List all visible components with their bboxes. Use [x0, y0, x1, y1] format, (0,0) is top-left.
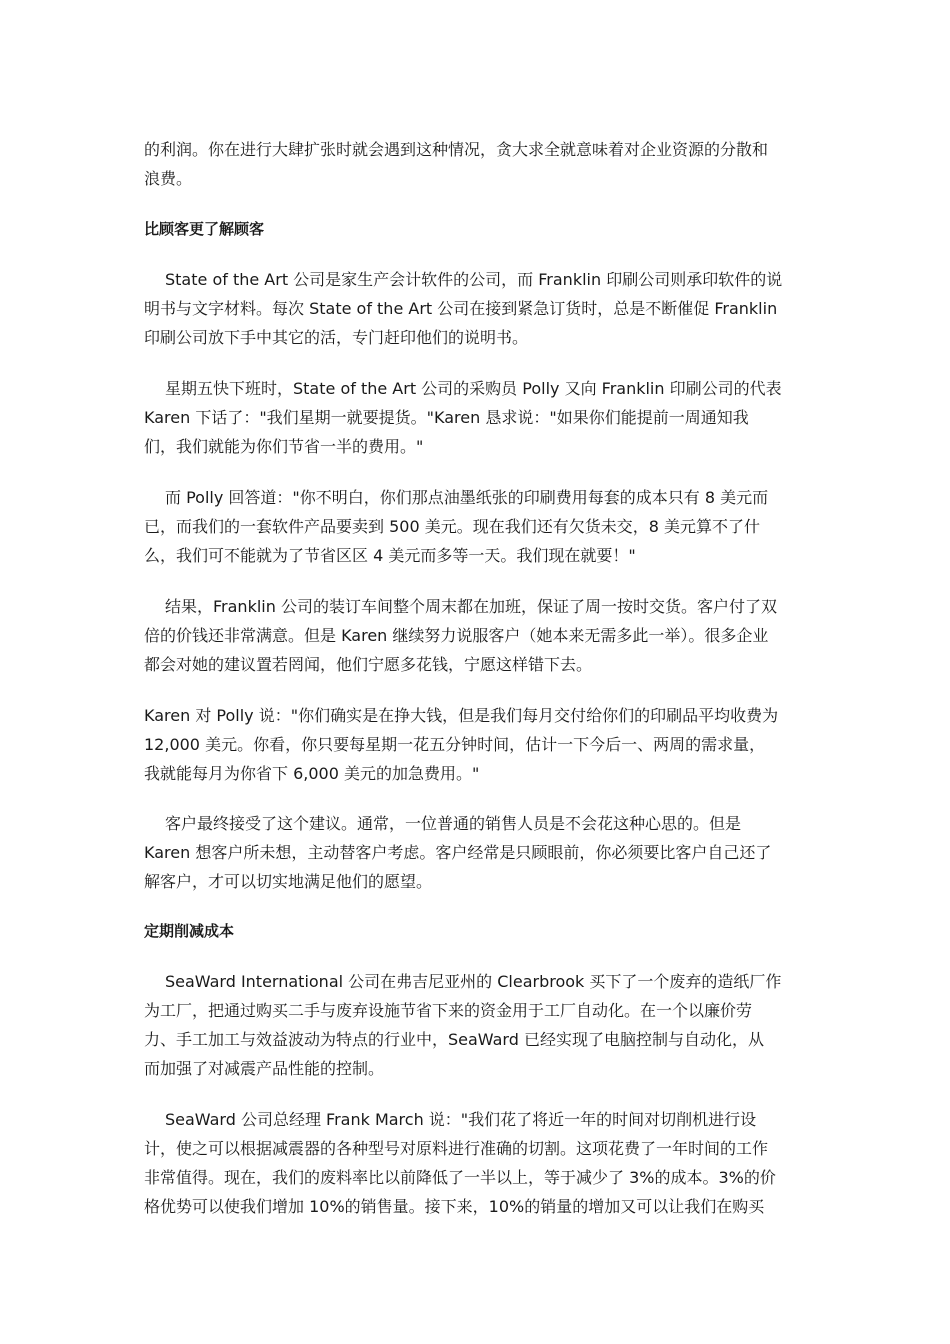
text-line: Karen 对 Polly 说："你们确实是在挣大钱，但是我们每月交付给你们的印刷品平均收费为: [144, 706, 779, 725]
text-line: 印刷公司放下手中其它的活，专门赶印他们的说明书。: [144, 328, 529, 347]
text-line: State of the Art 公司是家生产会计软件的公司，而 Franklin 印刷公司则承印软件的说: [165, 270, 783, 289]
paragraph: [144, 1105, 808, 1221]
paragraph: [144, 374, 808, 461]
text-line: 都会对她的建议置若罔闻，他们宁愿多花钱，宁愿这样错下去。: [144, 655, 593, 674]
text-line: 倍的价钱还非常满意。但是 Karen 继续努力说服客户（她本来无需多此一举）。很多企业: [144, 626, 769, 645]
text-line: 客户最终接受了这个建议。通常，一位普通的销售人员是不会花这种心思的。但是: [165, 814, 742, 833]
text-line: 我就能每月为你省下 6,000 美元的加急费用。": [144, 764, 480, 783]
text-line: 而加强了对减震产品性能的控制。: [144, 1059, 385, 1078]
text-line: Karen 下话了："我们星期一就要提货。"Karen 恳求说："如果你们能提前一周通知我: [144, 408, 749, 427]
text-line: 计，使之可以根据减震器的各种型号对原料进行准确的切割。这项花费了一年时间的工作: [144, 1139, 769, 1158]
heading-text: 定期削减成本: [144, 922, 235, 940]
paragraph: [144, 265, 808, 352]
text-line: 星期五快下班时，State of the Art 公司的采购员 Polly 又向 Franklin 印刷公司的代表: [165, 379, 782, 398]
text-line: 么，我们可不能就为了节省区区 4 美元而多等一天。我们现在就要！": [144, 546, 636, 565]
paragraph: [144, 483, 808, 570]
text-line: 12,000 美元。你看，你只要每星期一花五分钟时间，估计一下今后一、两周的需求量，: [144, 735, 766, 754]
text-line: Karen 想客户所未想，主动替客户考虑。客户经常是只顾眼前，你必须要比客户自己还了: [144, 843, 772, 862]
paragraph: [144, 967, 808, 1083]
text-line: SeaWard 公司总经理 Frank March 说："我们花了将近一年的时间对切削机进行设: [165, 1110, 757, 1129]
text-line: 明书与文字材料。每次 State of the Art 公司在接到紧急订货时，总是不断催促 Franklin: [144, 299, 778, 318]
text-line: 的利润。你在进行大肆扩张时就会遇到这种情况，贪大求全就意味着对企业资源的分散和: [144, 140, 769, 159]
text-line: 浪费。: [144, 169, 193, 188]
text-line: 为工厂，把通过购买二手与废弃设施节省下来的资金用于工厂自动化。在一个以廉价劳: [144, 1001, 753, 1020]
text-line: 结果，Franklin 公司的装订车间整个周末都在加班，保证了周一按时交货。客户付了双: [165, 597, 777, 616]
text-line: 们，我们就能为你们节省一半的费用。": [144, 437, 424, 456]
text-line: 力、手工加工与效益波动为特点的行业中，SeaWard 已经实现了电脑控制与自动化，从: [144, 1030, 764, 1049]
text-line: 而 Polly 回答道："你不明白，你们那点油墨纸张的印刷费用每套的成本只有 8 美元而: [165, 488, 769, 507]
heading-text: 比顾客更了解顾客: [144, 220, 265, 238]
paragraph: [144, 701, 808, 788]
text-line: SeaWard International 公司在弗吉尼亚州的 Clearbrook 买下了一个废弃的造纸厂作: [165, 972, 782, 991]
text-line: 解客户，才可以切实地满足他们的愿望。: [144, 872, 433, 891]
paragraph: [144, 135, 808, 193]
text-line: 非常值得。现在，我们的废料率比以前降低了一半以上，等于减少了 3%的成本。3%的价: [144, 1168, 776, 1187]
section-heading: [144, 917, 808, 946]
paragraph: [144, 592, 808, 679]
section-heading: [144, 215, 808, 244]
text-line: 已，而我们的一套软件产品要卖到 500 美元。现在我们还有欠货未交，8 美元算不了什: [144, 517, 760, 536]
text-line: 格优势可以使我们增加 10%的销售量。接下来，10%的销量的增加又可以让我们在购买: [144, 1197, 765, 1216]
paragraph: [144, 809, 808, 896]
